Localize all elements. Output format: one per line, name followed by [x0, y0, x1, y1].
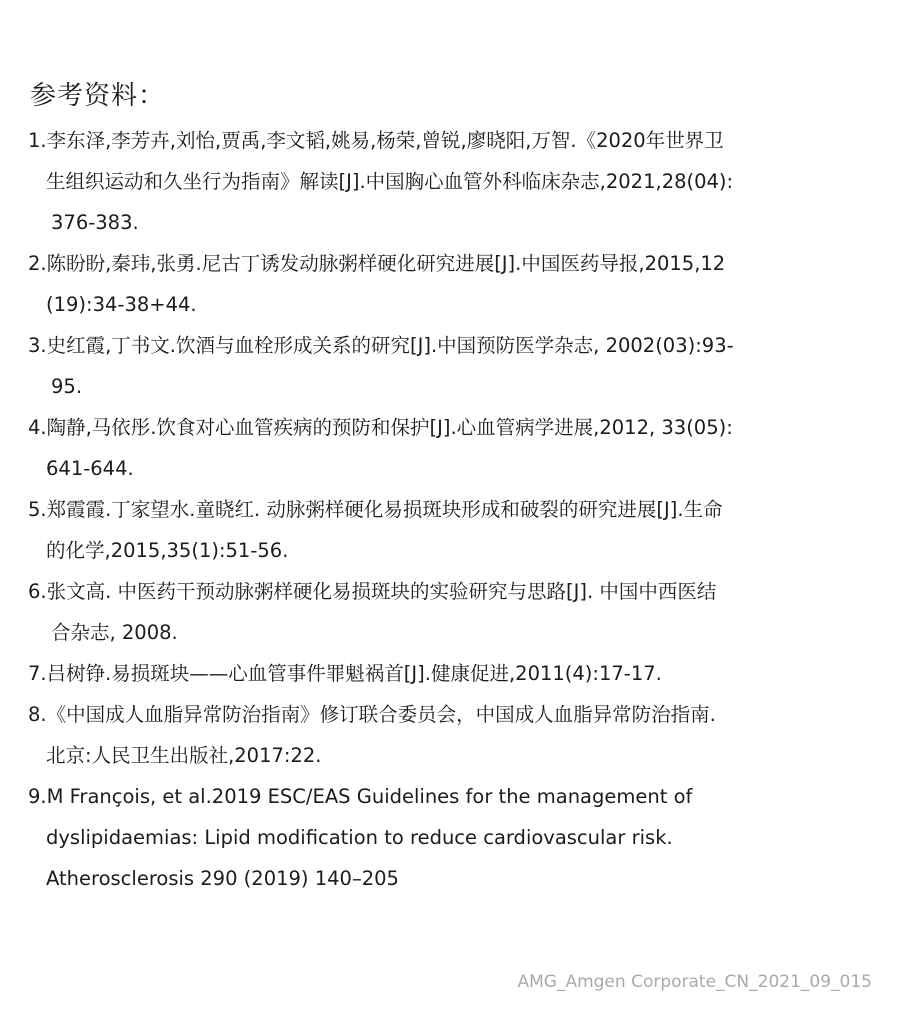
reference-line: 9.M François, et al.2019 ESC/EAS Guidelines for the management of: [28, 785, 693, 808]
reference-line: 5.郑霞霞.丁家望水.童晓红. 动脉粥样硬化易损斑块形成和破裂的研究进展[J].生命: [28, 498, 723, 521]
reference-line: 6.张文高. 中医药干预动脉粥样硬化易损斑块的实验研究与思路[J]. 中国中西医结: [28, 580, 717, 603]
reference-line: dyslipidaemias: Lipid modification to reduce cardiovascular risk.: [46, 826, 673, 849]
reference-line: 北京:人民卫生出版社,2017:22.: [46, 744, 322, 767]
reference-line: 合杂志, 2008.: [51, 621, 178, 644]
reference-line: 641-644.: [46, 457, 134, 480]
reference-line: 7.吕树铮.易损斑块——心血管事件罪魁祸首[J].健康促进,2011(4):17-17.: [28, 662, 662, 685]
reference-item: [28, 407, 878, 489]
reference-line: 376-383.: [51, 211, 139, 234]
reference-line: 3.史红霞,丁书文.饮酒与血栓形成关系的研究[J].中国预防医学杂志, 2002(03):93-: [28, 334, 734, 357]
reference-item: [28, 120, 878, 243]
reference-item: [28, 489, 878, 571]
reference-item: [28, 694, 878, 776]
document-code: AMG_Amgen Corporate_CN_2021_09_015: [517, 972, 872, 992]
reference-item: [28, 325, 878, 407]
reference-line: Atherosclerosis 290 (2019) 140–205: [46, 867, 399, 890]
reference-item: [28, 243, 878, 325]
reference-line: 生组织运动和久坐行为指南》解读[J].中国胸心血管外科临床杂志,2021,28(04):: [46, 170, 734, 193]
reference-line: 4.陶静,马依彤.饮食对心血管疾病的预防和保护[J].心血管病学进展,2012, 33(05):: [28, 416, 733, 439]
reference-line: 1.李东泽,李芳卉,刘怡,贾禹,李文韬,姚易,杨荣,曾锐,廖晓阳,万智.《2020年世界卫: [28, 129, 724, 152]
reference-line: 8.《中国成人血脂异常防治指南》修订联合委员会，中国成人血脂异常防治指南.: [28, 703, 716, 726]
reference-line: 95.: [51, 375, 83, 398]
reference-line: 的化学,2015,35(1):51-56.: [46, 539, 289, 562]
reference-line: (19):34-38+44.: [46, 293, 197, 316]
reference-item: [28, 776, 878, 899]
reference-item: [28, 571, 878, 653]
reference-line: 2.陈盼盼,秦玮,张勇.尼古丁诱发动脉粥样硬化研究进展[J].中国医药导报,2015,12: [28, 252, 726, 275]
reference-item: [28, 653, 878, 694]
reference-list: [28, 120, 878, 899]
references-heading: 参考资料：: [30, 81, 166, 111]
